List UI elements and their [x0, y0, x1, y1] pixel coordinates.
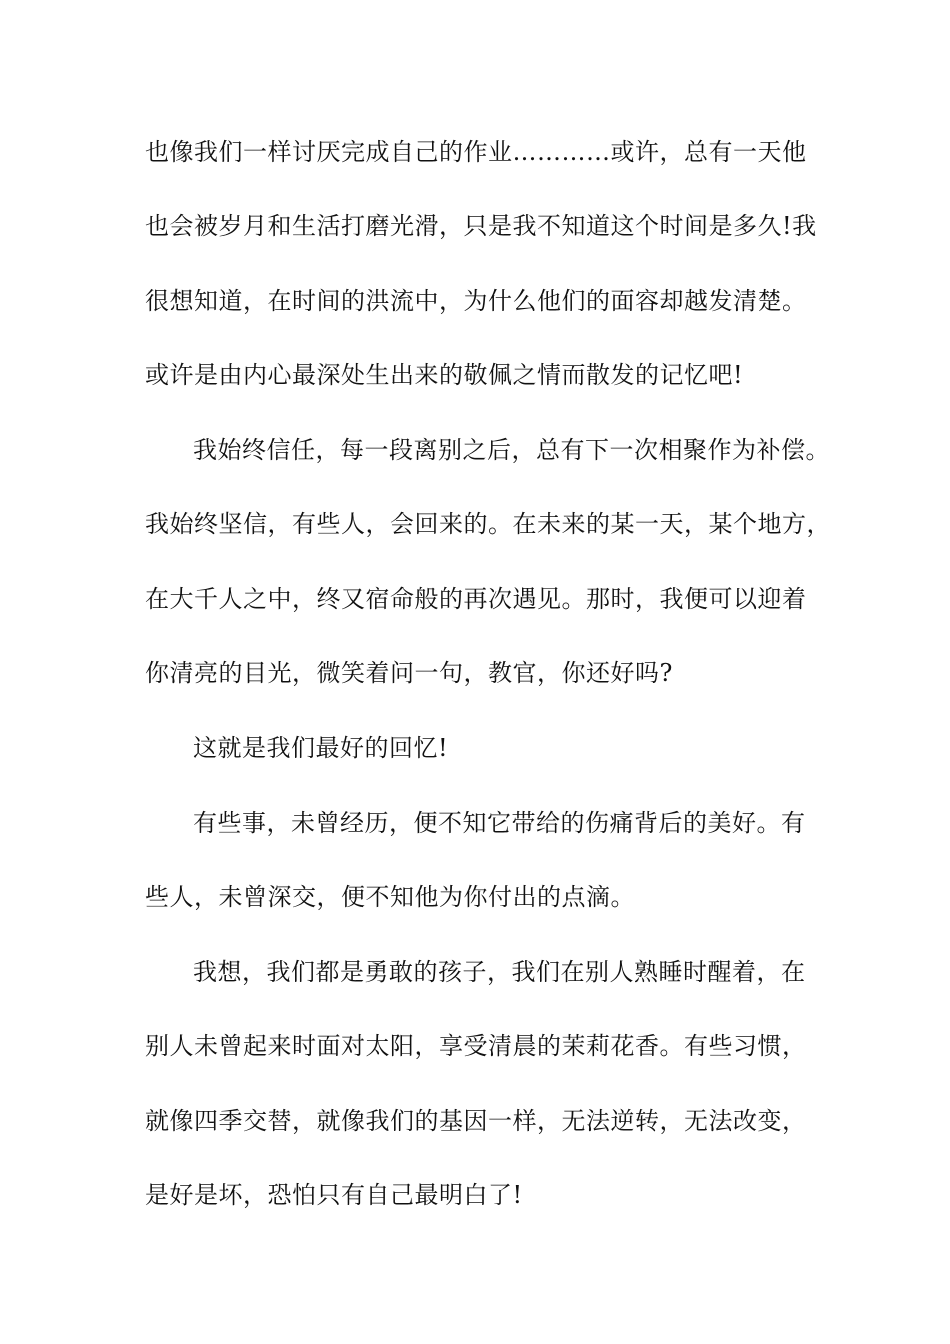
- text-line: 也像我们一样讨厌完成自己的作业…………或许，总有一天他: [145, 138, 807, 166]
- text-line: 你清亮的目光，微笑着问一句，教官，你还好吗?: [145, 659, 673, 687]
- text-line: 也会被岁月和生活打磨光滑，只是我不知道这个时间是多久!我: [145, 212, 817, 240]
- text-line: 些人，未曾深交，便不知他为你付出的点滴。: [145, 883, 635, 911]
- text-line: 很想知道，在时间的洪流中，为什么他们的面容却越发清楚。: [145, 287, 807, 315]
- paragraph-first-line: 我始终信任，每一段离别之后，总有下一次相聚作为补偿。: [193, 436, 830, 464]
- text-line: 就像四季交替，就像我们的基因一样，无法逆转，无法改变，: [145, 1107, 807, 1135]
- text-line: 是好是坏，恐怕只有自己最明白了!: [145, 1181, 523, 1209]
- text-line: 在大千人之中，终又宿命般的再次遇见。那时，我便可以迎着: [145, 585, 807, 613]
- text-line: 别人未曾起来时面对太阳，享受清晨的茉莉花香。有些习惯，: [145, 1032, 807, 1060]
- paragraph-first-line: 这就是我们最好的回忆!: [193, 734, 449, 762]
- paragraph-first-line: 有些事，未曾经历，便不知它带给的伤痛背后的美好。有: [193, 809, 806, 837]
- paragraph-first-line: 我想，我们都是勇敢的孩子，我们在别人熟睡时醒着，在: [193, 958, 806, 986]
- text-line: 或许是由内心最深处生出来的敬佩之情而散发的记忆吧!: [145, 361, 744, 389]
- text-line: 我始终坚信，有些人，会回来的。在未来的某一天，某个地方，: [145, 510, 831, 538]
